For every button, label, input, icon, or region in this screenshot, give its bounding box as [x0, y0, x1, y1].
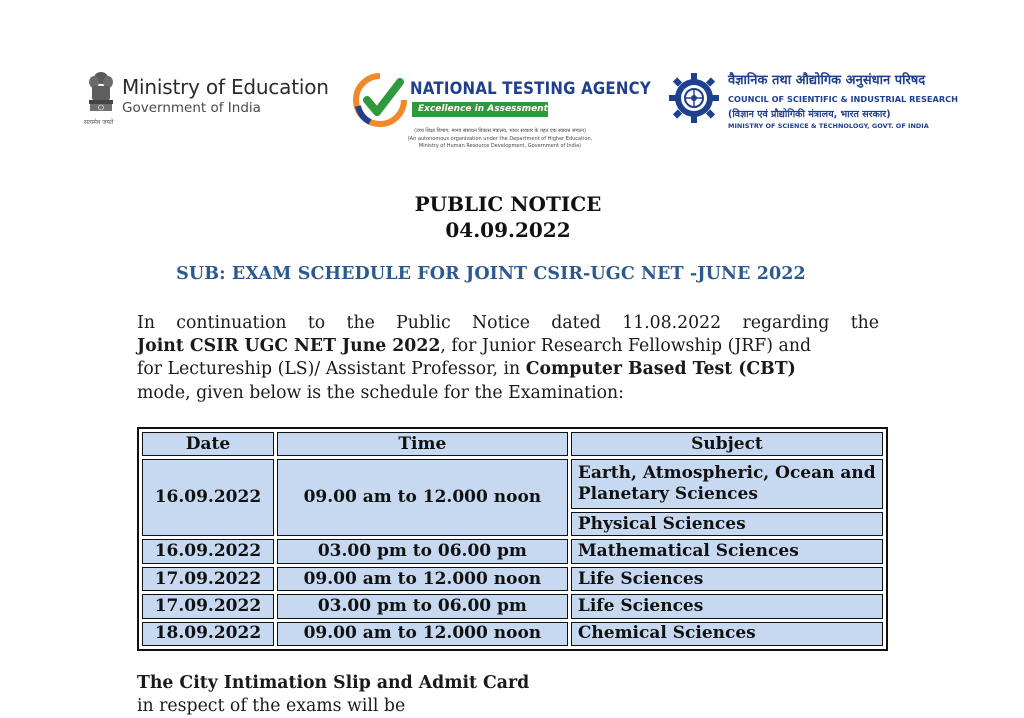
- row-4-date: 17.09.2022: [142, 594, 274, 618]
- row-2-time: 03.00 pm to 06.00 pm: [277, 539, 568, 563]
- ministry-of-education-logo: [84, 68, 329, 128]
- csir-hindi-ministry: (विज्ञान एवं प्रौद्योगिकी मंत्रालय, भारत सरकार): [728, 109, 891, 120]
- row-4-time: 03.00 pm to 06.00 pm: [277, 594, 568, 618]
- emblem-motto: सत्यमेव जयते: [84, 119, 114, 126]
- paragraph-line-3: [137, 358, 879, 381]
- table-row: [142, 459, 883, 509]
- national-emblem-icon: [84, 68, 118, 124]
- ministry-title: Ministry of Education: [122, 75, 329, 99]
- table-row: [142, 567, 883, 591]
- row-3-date: 17.09.2022: [142, 567, 274, 591]
- header-subject: Subject: [571, 432, 883, 456]
- nta-logo: [350, 66, 650, 152]
- nta-english-line-1: (An autonomous organization under the Department of Higher Education,: [407, 136, 593, 142]
- row-5-date: 18.09.2022: [142, 622, 274, 646]
- notice-paragraph: [137, 312, 879, 405]
- paragraph-line-4: mode, given below is the schedule for the Examination:: [137, 382, 624, 403]
- table-header-row: [142, 432, 883, 456]
- row-5-subject: Chemical Sciences: [571, 622, 883, 646]
- csir-english-name: COUNCIL OF SCIENTIFIC & INDUSTRIAL RESEARCH: [728, 94, 958, 104]
- nta-checkmark-logo-icon: [350, 70, 410, 130]
- table-row: [142, 622, 883, 646]
- csir-logo: [668, 68, 958, 134]
- header-date: Date: [142, 432, 274, 456]
- row-5-time: 09.00 am to 12.000 noon: [277, 622, 568, 646]
- nta-name: NATIONAL TESTING AGENCY: [410, 78, 651, 99]
- row-3-subject: Life Sciences: [571, 567, 883, 591]
- exam-schedule-table: [137, 427, 888, 651]
- row-1-subject-2: Physical Sciences: [571, 512, 883, 536]
- row-2-subject: Mathematical Sciences: [571, 539, 883, 563]
- csir-gear-logo-icon: [668, 70, 720, 130]
- table-row: [142, 594, 883, 618]
- row-3-time: 09.00 am to 12.000 noon: [277, 567, 568, 591]
- nta-tagline: Excellence in Assessment: [412, 102, 548, 117]
- notice-subject: SUB: EXAM SCHEDULE FOR JOINT CSIR-UGC NET -JUNE 2022: [176, 264, 806, 284]
- test-mode: Computer Based Test (CBT): [525, 359, 796, 380]
- row-2-date: 16.09.2022: [142, 539, 274, 563]
- row-1-time: 09.00 am to 12.000 noon: [277, 459, 568, 536]
- row-4-subject: Life Sciences: [571, 594, 883, 618]
- cutoff-footer-line: [137, 672, 897, 716]
- nta-hindi-line: (उच्च शिक्षा विभाग, मानव संसाधन विकास मंत्रालय, भारत सरकार के तहत एक स्वायत्त संगठन): [414, 128, 586, 134]
- notice-title: PUBLIC NOTICE: [414, 192, 602, 216]
- notice-date: 04.09.2022: [445, 218, 571, 242]
- cutoff-rest-text: in respect of the exams will be: [137, 696, 406, 716]
- paragraph-line-2-rest: , for Junior Research Fellowship (JRF) and: [440, 336, 812, 357]
- exam-name: Joint CSIR UGC NET June 2022: [137, 336, 441, 357]
- paragraph-line-3-start: for Lectureship (LS)/ Assistant Professor, in: [137, 359, 526, 380]
- nta-english-line-2: Ministry of Human Resource Development, Government of India): [418, 143, 582, 149]
- header-time: Time: [277, 432, 568, 456]
- row-1-date: 16.09.2022: [142, 459, 274, 536]
- cutoff-text: [137, 672, 897, 718]
- csir-hindi-name: वैज्ञानिक तथा औद्योगिक अनुसंधान परिषद: [728, 73, 926, 88]
- row-1-subject-1: Earth, Atmospheric, Ocean and Planetary Sciences: [571, 459, 883, 509]
- paragraph-line-2: [137, 335, 879, 358]
- csir-ministry: MINISTRY OF SCIENCE & TECHNOLOGY, GOVT. OF INDIA: [728, 122, 929, 130]
- table-row: [142, 539, 883, 563]
- cutoff-bold-text: The City Intimation Slip and Admit Card: [137, 673, 530, 693]
- paragraph-line-1: In continuation to the Public Notice dated 11.08.2022 regarding the: [137, 313, 879, 333]
- government-subtitle: Government of India: [122, 100, 261, 116]
